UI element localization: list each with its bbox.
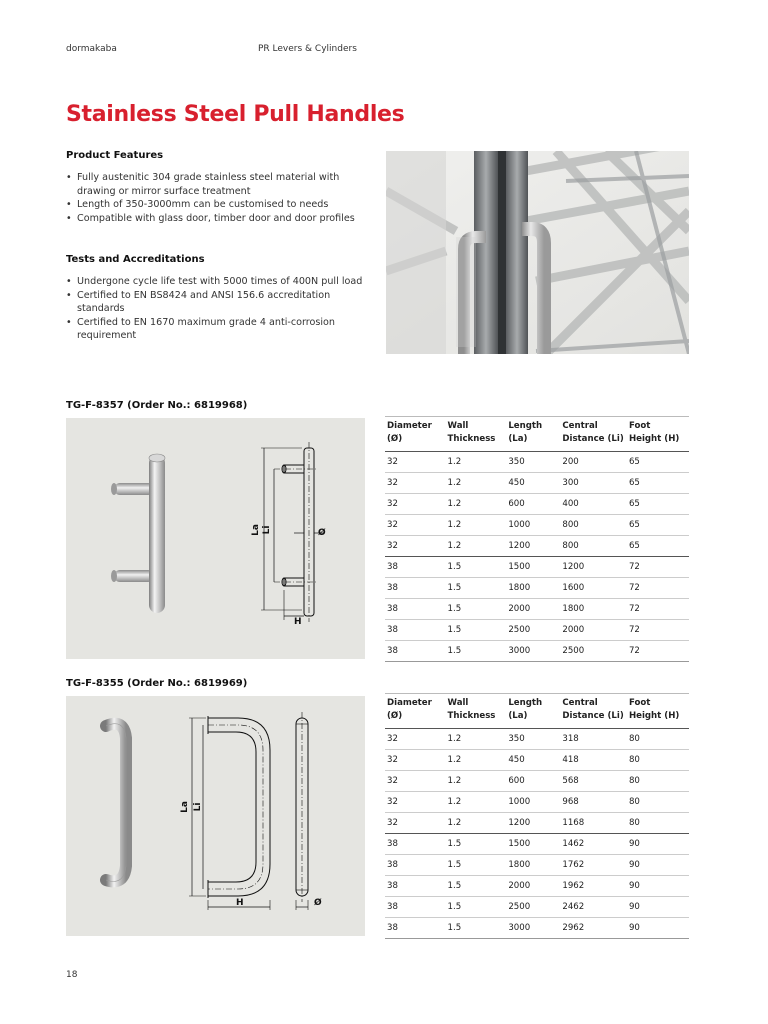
- label-li: Li: [193, 802, 203, 812]
- column-header: Length (La): [506, 417, 560, 452]
- features-list: [66, 171, 366, 225]
- column-header: Central Distance (Li): [560, 417, 627, 452]
- header-brand: dormakaba: [66, 44, 117, 54]
- label-la: La: [251, 524, 261, 536]
- product-2-title: TG-F-8355 (Order No.: 6819969): [66, 678, 248, 689]
- list-item: • Length of 350-3000mm can be customised to needs: [66, 198, 366, 212]
- table-row: 32 1.2 450 300 65: [385, 473, 689, 494]
- label-diameter: Ø: [314, 898, 322, 908]
- product-2-spec-table: [385, 693, 689, 939]
- header-section: PR Levers & Cylinders: [258, 44, 357, 54]
- handle-render: [106, 724, 126, 882]
- table-row: 32 1.2 1200 1168 80: [385, 813, 689, 834]
- column-header: Foot Height (H): [627, 417, 689, 452]
- table-row: 32 1.2 350 200 65: [385, 452, 689, 473]
- table-row: 38 1.5 1500 1462 90: [385, 834, 689, 855]
- label-li: Li: [262, 525, 272, 535]
- list-item: • Certified to EN 1670 maximum grade 4 anti-corrosion requirement: [66, 316, 366, 343]
- column-header: Foot Height (H): [627, 694, 689, 729]
- table-row: 38 1.5 1800 1762 90: [385, 855, 689, 876]
- table-row: 32 1.2 350 318 80: [385, 729, 689, 750]
- handle-render: [111, 454, 165, 613]
- tests-list: [66, 275, 366, 343]
- page-title: Stainless Steel Pull Handles: [66, 102, 405, 127]
- product-1-spec-table: [385, 416, 689, 662]
- table-row: 32 1.2 450 418 80: [385, 750, 689, 771]
- column-header: Central Distance (Li): [560, 694, 627, 729]
- label-la: La: [180, 801, 190, 813]
- table-row: 32 1.2 600 400 65: [385, 494, 689, 515]
- product-1-drawing: [66, 418, 365, 659]
- table-row: 38 1.5 2500 2462 90: [385, 897, 689, 918]
- table-row: 38 1.5 2500 2000 72: [385, 620, 689, 641]
- table-row: 38 1.5 3000 2500 72: [385, 641, 689, 662]
- list-item: • Certified to EN BS8424 and ANSI 156.6 accreditation standards: [66, 289, 366, 316]
- page-number: 18: [66, 970, 78, 980]
- list-item: • Undergone cycle life test with 5000 times of 400N pull load: [66, 275, 366, 289]
- table-row: 38 1.5 1500 1200 72: [385, 557, 689, 578]
- table-row: 38 1.5 1800 1600 72: [385, 578, 689, 599]
- column-header: Wall Thickness: [446, 417, 507, 452]
- features-heading: Product Features: [66, 150, 164, 161]
- table-row: 32 1.2 1200 800 65: [385, 536, 689, 557]
- product-2-drawing: [66, 696, 365, 936]
- list-item: • Compatible with glass door, timber door and door profiles: [66, 212, 366, 226]
- label-diameter: Ø: [318, 528, 326, 538]
- table-row: 32 1.2 1000 968 80: [385, 792, 689, 813]
- technical-drawing: [189, 712, 308, 910]
- column-header: Length (La): [506, 694, 560, 729]
- column-header: Diameter (Ø): [385, 417, 446, 452]
- column-header: Diameter (Ø): [385, 694, 446, 729]
- list-item: • Fully austenitic 304 grade stainless steel material with drawing or mirror surface treatment: [66, 171, 366, 198]
- column-header: Wall Thickness: [446, 694, 507, 729]
- table-row: 32 1.2 1000 800 65: [385, 515, 689, 536]
- label-h: H: [294, 617, 302, 627]
- table-row: 32 1.2 600 568 80: [385, 771, 689, 792]
- product-1-title: TG-F-8357 (Order No.: 6819968): [66, 400, 248, 411]
- table-row: 38 1.5 3000 2962 90: [385, 918, 689, 939]
- table-row: 38 1.5 2000 1800 72: [385, 599, 689, 620]
- product-photo: [386, 151, 689, 354]
- table-row: 38 1.5 2000 1962 90: [385, 876, 689, 897]
- label-h: H: [236, 898, 244, 908]
- tests-heading: Tests and Accreditations: [66, 254, 205, 265]
